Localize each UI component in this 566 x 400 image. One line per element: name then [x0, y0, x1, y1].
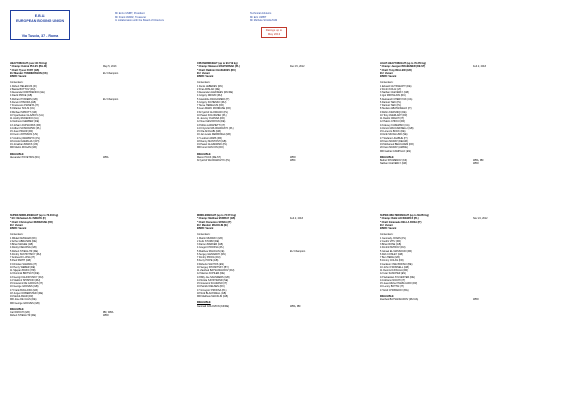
ranking-text: 14 Adriano NICCHI (IT): [380, 278, 406, 282]
ranking-text: 7 Ben HEDE (GB): [380, 256, 400, 259]
ranking-row: [197, 227, 347, 230]
ranking-text: Nathan CLEVERLY (GB): [380, 162, 407, 166]
ranking-text: 3 Brian ROSE (GB): [380, 243, 402, 246]
tech-line-3: Mr Michele SCHALTAM: [250, 19, 278, 23]
ranking-note: [103, 146, 160, 149]
ranking-text: 16 George GROVES (GB): [10, 285, 39, 289]
ranking-text: * Chall: Emanuele DELLA ROSA (IT): [380, 220, 422, 224]
ranking-text: 1 Eduard GUTKNECHT (DE): [380, 84, 412, 88]
ranking-text: Gennadi GOLOVKIN (KZ/DE): [197, 304, 230, 308]
ranking-text: * Champ: Rafal JACKIEWICZ (PL): [380, 217, 419, 221]
ranking-text: 1 Mikkel KESSLER (DK): [10, 236, 37, 240]
ranking-text: 3 Brian MAGEE (GB): [10, 243, 34, 246]
ranking-text: 4 Igor MIKHALKIN (RU): [380, 94, 406, 98]
ranking-text: 14 Albert SOSNOWSKI (PL): [10, 126, 41, 130]
ranking-text: Contenders:: [10, 233, 24, 237]
ranking-text: 5 Richard TOWERS (GB): [10, 97, 38, 101]
ranking-text: 7 Andrea DI LUISA (IT): [10, 256, 35, 259]
ranking-text: * Chall: Tyson FURY (GB): [10, 68, 40, 72]
ranking-text: EU: Mandat: MACKLIN (IE): [197, 223, 228, 227]
ranking-text: INELIGIBLE: [380, 294, 394, 298]
ranking-text: EU: Vacant: [10, 223, 23, 227]
ranking-text: 9 Roberto SANTOS (ES): [197, 262, 224, 266]
ranking-text: * Champ: Juergen BRAEHMER (DE-ST): [380, 65, 426, 69]
ranking-text: 16 Kevin JOHNSON (US): [10, 133, 38, 137]
ranking-text: 11 Jeremy OUANNA (FR): [197, 117, 225, 120]
ranking-text: 15 Giovanni SCARANO (IT): [197, 282, 228, 285]
ranking-note: [290, 227, 347, 230]
ranking-text: 19 Pawel GLAZEWSKI (PL): [197, 143, 228, 146]
ranking-text: 17 Stefano LIGABUE (IT): [380, 136, 408, 140]
ranking-row: [197, 159, 347, 162]
ranking-note: [103, 302, 160, 305]
ranking-text: 6 Dariusz SEK (PL): [380, 100, 402, 104]
ranking-note: EU Champion: [103, 71, 119, 75]
ranking-text: 13 Sebastian SYLVESTER (DE): [380, 275, 415, 279]
ranking-row: [380, 75, 530, 78]
ranking-note: WBA: [103, 155, 109, 159]
ranking-text: MR Jose DE CALS (DE): [10, 298, 37, 302]
ranking-text: 18 Nick BLACKWELL (GB): [197, 291, 227, 295]
ranking-text: 13 Alexey KUZEMSKI (UA): [380, 123, 410, 127]
ranking-text: 3 Alexander DIMITRENKO (GE): [10, 91, 45, 94]
division-super-middleweight: [10, 214, 160, 318]
ranking-note: EU Champion: [290, 249, 306, 253]
division-title: SUPER-WELTERWEIGHT (up to 69.853 kg): [380, 214, 429, 217]
ranking-text: 12 Marcus KOHLER (DE): [197, 272, 225, 276]
ranking-note: WBO: [473, 162, 479, 166]
ranking-text: 13 Mirko LARGHETTI (IT): [197, 123, 226, 127]
ranking-text: 9 Michael SPROTT (GB): [10, 110, 37, 114]
ranking-text: 12 Noel GEVORYAN (DE): [197, 120, 226, 124]
ranking-note: [103, 227, 160, 230]
ranking-text: Marco HUCK (DE-ST): [197, 155, 221, 159]
ranking-text: MR Martin ROGAN (GB): [10, 146, 37, 150]
ranking-note: Dec 15, 2012: [290, 65, 305, 69]
ratings-line-1: Ratings up to: [265, 28, 283, 32]
ranking-text: INELIGIBLE: [197, 152, 211, 156]
ranking-row: [197, 146, 347, 149]
ranking-text: INELIGIBLE: [10, 307, 24, 311]
division-title: LIGHT-HEAVYWEIGHT (up to 79.379 kg): [380, 62, 426, 65]
ratings-date-box: [261, 27, 287, 38]
ranking-text: 1 Robert HELENIUS (FI): [10, 84, 37, 88]
ranking-row: [380, 150, 530, 153]
ranking-note: Nov 24, 2012: [473, 217, 488, 221]
division-cruiserweight: [197, 62, 347, 162]
ranking-text: EBDB: Vacant: [197, 227, 214, 230]
ranking-text: 9 Jackson OSEI BONSU (BE): [380, 262, 413, 266]
ranking-text: 5 Robert STIEGLITZ (DE): [10, 249, 39, 253]
ranking-row: [380, 162, 530, 165]
ranking-text: 2 Cedric VITU (FR): [380, 239, 401, 243]
ranking-text: 2 Dmitri KOLAI (LT): [380, 87, 402, 91]
division-light-heavyweight: [380, 62, 530, 166]
ranking-text: EU: Vacant: [197, 71, 210, 75]
ranking-text: 2 Bastia BOTTOV (RU): [10, 87, 36, 91]
ranking-text: 1 Gennady JONAS (PL): [380, 236, 407, 240]
ranking-text: Carl FROCH (GB): [10, 311, 30, 314]
ranking-text: 14 Enzo MACCARINELLI (GB): [380, 126, 414, 130]
logo-line-4: Via Tuscia, 37 - Roma: [21, 34, 59, 38]
ranking-row: [10, 146, 160, 149]
ranking-text: EBDB: Vacant: [380, 227, 397, 230]
ranking-text: 3 Nathan CLEVERLY (GB): [380, 91, 409, 94]
ranking-text: 18 Danny McINTOSH (GB): [197, 139, 227, 143]
ranking-text: INELIGIBLE: [197, 301, 211, 305]
officials-block: [115, 12, 164, 23]
ranking-text: 4 David PRICE (GB): [10, 94, 33, 98]
ranking-text: 11 Zaurbek BAYSANGUROV (RU): [197, 269, 235, 272]
ranking-text: 16 Jan Lewis DERMINGA (GB): [197, 133, 231, 137]
ranking-text: 2 Firat ARSLAN (DE): [197, 87, 220, 91]
ranking-row: [380, 289, 530, 292]
tech-line-2: Mr Eric UMBT: [250, 15, 267, 19]
ranking-text: 6 Derek CHISORA (GB): [10, 100, 37, 104]
ranking-text: 15 Ola AFOLABI (GB): [197, 130, 221, 133]
ranking-text: 5 Giacobbe FRAGOMENI (IT): [197, 97, 230, 101]
ranking-text: EBDB: Vacant: [380, 75, 397, 78]
ranking-note: [290, 75, 347, 78]
ranking-text: 12 Dominik BRITSCH (DE): [10, 272, 40, 276]
ranking-note: Feb 2, 2013: [473, 65, 487, 69]
ranking-text: 8 Stefano ABATANGELO (IT): [380, 107, 412, 111]
ranking-text: 6 Grigory KICHENKO (RU): [197, 100, 227, 104]
ranking-text: 8 Kerry HOPE (GB): [197, 259, 219, 263]
logo-line-3: [11, 24, 69, 34]
ranking-note: EU Champion: [103, 97, 119, 101]
ranking-text: 1 Denis LEBEDEV (RU): [197, 84, 224, 88]
ranking-text: 2 Arthur ABRAHAM (DE): [10, 239, 37, 243]
ranking-text: 15 Giovanni DE CAROLIS (IT): [10, 282, 43, 285]
division-title: SUPER-MIDDLEWEIGHT (up to 76.204 kg): [10, 214, 59, 217]
tech-line-1: Technical Advisors: [250, 12, 272, 15]
ranking-row: [10, 156, 160, 159]
ranking-text: 7 Steve HERELIUS (FR): [197, 104, 224, 107]
ranking-text: 8 Odlanier SOLIS (CU): [10, 107, 35, 111]
ranking-text: 5 Aleksandr CHERVYAK (UA): [380, 97, 413, 101]
ranking-text: EBDB: Vacant: [10, 75, 27, 78]
division-title: MIDDLEWEIGHT (up to 72.574 kg): [197, 214, 237, 217]
ranking-text: 9 Robin KRASNIQI (DE): [380, 110, 407, 114]
ranking-note: [473, 150, 530, 153]
ranking-text: 20 Karo MURAT (AM/DE): [380, 146, 408, 150]
ranking-text: 11 Danilo CREATI (IT): [380, 117, 405, 120]
ranking-text: INELIGIBLE: [10, 152, 24, 156]
ranking-row: [380, 227, 530, 230]
ranking-text: 11 Stjepan BOZIC (HR): [10, 269, 36, 272]
ranking-text: 7 Dariusz SEK (PL): [380, 104, 402, 107]
division-title: HEAVYWEIGHT (over 90.719 kg): [10, 62, 48, 65]
ranking-text: 16 Patrick NIELSEN (DK): [197, 285, 225, 289]
ranking-text: 5 Matthew MACKLIN (IE): [197, 249, 225, 253]
ranking-text: Beibut SHUMENOV (KZ): [380, 159, 408, 162]
ranking-text: 14 Vladimir SHISHKIN (RU): [10, 278, 41, 282]
ranking-text: Contenders:: [380, 233, 394, 237]
division-middleweight: [197, 214, 347, 308]
logo-line-2: EUROPEAN BOXING UNION: [15, 19, 65, 23]
ranking-note: May 5, 2013: [103, 65, 117, 69]
ranking-text: 6 Dmitry SUKHOTSKIY (RU): [10, 252, 42, 256]
division-title: CRUISERWEIGHT (up to 90.719 kg): [197, 62, 238, 65]
ranking-text: 11 Andriy RUDENKO (UA): [10, 117, 39, 120]
logo-line-1: E.B.U.: [34, 14, 46, 18]
ranking-row: [10, 302, 160, 305]
officials-line-3: In collaboration with the Board of Directors: [115, 19, 164, 23]
ranking-text: 12 Edmund GERBER (DE): [10, 120, 40, 124]
ranking-text: 12 Ivan SANCHEZ (ES): [380, 272, 406, 276]
ranking-text: 16 Erik SKOGLUND (SE): [380, 133, 408, 137]
ranking-note: Feb 2, 2013: [290, 217, 304, 221]
ranking-text: MR George GROVES (GB): [10, 301, 40, 305]
ranking-text: Contenders:: [380, 81, 394, 85]
ranking-text: 4 Gregorz PROKSA (PL): [197, 246, 224, 250]
ranking-text: EU: Vacant: [380, 71, 393, 75]
ranking-text: 8 Paul SMITH (GB): [10, 259, 31, 263]
ranking-text: Krzysztof WLODARCZYK (PL): [197, 159, 231, 162]
ranking-note: WBC: [290, 159, 296, 162]
ranking-row: [197, 295, 347, 298]
ranking-text: EBDB: Vacant: [10, 227, 27, 230]
ranking-text: MR Gabriel CAMPILLO (ES): [380, 149, 411, 153]
ranking-text: * Champ: Matthew MURRAY (GB): [197, 217, 236, 221]
ranking-text: 19 Mehdi AMAR (FR): [10, 295, 34, 298]
ranking-text: 13 Johann DUHAUPAS (FR): [10, 123, 41, 127]
ranking-text: 15 Juan PIDAIR (FR): [10, 130, 34, 133]
ranking-text: * Champ: Mateusz MASTERNAK (PL): [197, 65, 240, 69]
ranking-note: [290, 146, 347, 149]
ranking-text: 18 Jurgen DOBERSTEIN (DE): [10, 291, 44, 295]
ranking-text: * EU: Mohamed ALI NDIAYE (F): [10, 217, 46, 221]
ranking-text: 19 Mohamed BELKACEM (FR): [380, 143, 414, 146]
ranking-row: [10, 227, 160, 230]
ranking-row: [10, 314, 160, 317]
ebu-logo: [10, 10, 70, 40]
officials-line-2: Mr Frank WARZ, Treasurer: [115, 15, 147, 19]
ranking-text: 18 Arnold GJERGJAJ (CH): [10, 139, 40, 143]
ranking-text: 15 Lorenzo BOCK (DE): [380, 130, 406, 133]
ranking-row: [197, 305, 347, 308]
ranking-row: [10, 75, 160, 78]
ranking-text: 5 Ismael EL MASSOUDI (FR): [380, 249, 413, 253]
ranking-text: 17 Andrzej WAWRZYK (PL): [10, 136, 41, 140]
ranking-text: INELIGIBLE: [380, 155, 394, 159]
ranking-text: 4 Grigory DROZD (RU): [197, 94, 223, 98]
ranking-text: 2 Felix STURM (DE): [197, 239, 220, 243]
ranking-text: Alexander POVETKIN (RU): [10, 155, 40, 159]
ranking-note: WBA, IBF: [290, 304, 301, 308]
division-heavyweight: [10, 62, 160, 159]
ranking-text: EU: Vacant: [380, 223, 393, 227]
ranking-text: 14 Nicola SJOSTRAND (SE): [197, 278, 229, 282]
ranking-text: 17 Frank BUGLIONI (GB): [10, 288, 38, 292]
ranking-text: 1 Martin MURRAY (GB): [197, 236, 223, 240]
ranking-text: MR Matthew MACKLIN (GB): [197, 295, 229, 298]
ranking-text: 17 Grzegorz PROKSA (PL): [197, 288, 227, 292]
ranking-note: WBO: [103, 314, 109, 318]
ranking-text: EBDB: Vacant: [197, 75, 214, 78]
ranking-text: 10 John O'DONNELL (GB): [380, 265, 409, 269]
ranking-text: Zaurbek BAYSANGUROV (RU/UA): [380, 298, 419, 301]
ranking-text: 3 Darren BARKER (GB): [197, 243, 224, 246]
ranking-note: WBA, IBF: [473, 159, 484, 162]
ranking-text: 10 Tony AVERLANT (FR): [380, 113, 408, 117]
ranking-text: 6 Sergey GENNADIY (RU): [197, 252, 226, 256]
ranking-text: * Champ: Kubrat PULEV (BG-M): [10, 65, 47, 69]
ranking-text: 10 Pawel KOLODZIEJ (PL): [197, 113, 227, 117]
ranking-text: 9 Krzysztof GLOWACKI (PL): [197, 110, 229, 114]
ranking-text: 10 Sergey KHOMITSKY (BY): [197, 265, 229, 269]
ranking-note: IBF, WBA: [103, 311, 114, 314]
ranking-note: [473, 227, 530, 230]
ranking-text: Contenders:: [197, 233, 211, 237]
ranking-text: 9 Christian SAMARA (IT): [10, 262, 37, 266]
ranking-text: 12 Hakim CHIOUI (FR): [380, 120, 406, 124]
ranking-text: 13 Billy Joe SAUNDERS (GB): [197, 275, 230, 279]
ranking-text: EU Mandat: TOMMERSSON (UK): [10, 71, 48, 75]
division-super-welterweight: [380, 214, 530, 301]
ranking-note: WBO: [290, 155, 296, 159]
ranking-text: 4 Rocky FIELDING (GB): [10, 246, 37, 250]
ranking-text: 10 Henry WEBER (DE): [10, 265, 36, 269]
ranking-text: * Chall: Christopher REBRASSE (FR): [10, 220, 53, 224]
ranking-text: 16 Lenny BOTTAI (IT): [380, 285, 404, 289]
ranking-note: [473, 75, 530, 78]
ranking-text: Robert STIEGLITZ (DE): [10, 314, 37, 318]
ranking-text: 10 Vyacheslav GLAZKOV (UA): [10, 113, 44, 117]
ranking-text: 14 Krzysztof WLODARCZYK (PL): [197, 126, 234, 130]
ranking-text: 8 Jimmy COLAS (FR): [380, 259, 404, 263]
ratings-line-2: May 2013: [267, 31, 281, 36]
ranking-text: * Chall: Rakhim CHAKHKIEV (RU): [197, 68, 236, 72]
ranking-text: 18 Karo MURAT (DE/AM): [380, 139, 408, 143]
ranking-text: 11 Dennis DJOUALA (FR): [380, 269, 409, 272]
ranking-note: [103, 75, 160, 78]
ranking-text: 7 Dmitry PIROG (RU): [197, 256, 221, 259]
ranking-text: 15 Jean-Michel HAMILCARO (FR): [380, 282, 418, 285]
ranking-row: [197, 75, 347, 78]
ranking-text: 7 Francesco PIANETA (IT): [10, 104, 39, 107]
ranking-text: * Chall: Domenico SPADA (IT): [197, 220, 232, 224]
technical-advisors-block: [250, 12, 277, 23]
ranking-text: 19 Jonathan BANKS (US): [10, 143, 39, 146]
ranking-note: [290, 295, 347, 298]
ranking-text: 6 Rob CONLEY (GB): [380, 252, 403, 256]
officials-line-1: Mr Enzo UMBT, President: [115, 12, 145, 15]
ranking-text: 4 Dmitrii PETROV (RU): [380, 246, 406, 250]
ranking-text: 13 Georgi KALINOVSKIY (RU): [10, 275, 44, 279]
ranking-text: * Chall: Tony BELLEW (GB): [380, 68, 412, 72]
ranking-text: 17 Emil CHOBANOV (BG): [380, 288, 409, 292]
ranking-row: [380, 298, 530, 301]
ranking-text: MR Ionut DAN ION (RO): [197, 146, 224, 150]
ranking-text: Contenders:: [197, 81, 211, 85]
ranking-note: WBO: [473, 298, 479, 301]
ranking-text: 3 Alexander ALEKSEEV (RU/DE): [197, 91, 234, 94]
ranking-note: [473, 289, 530, 292]
ranking-text: Contenders:: [10, 81, 24, 85]
ranking-text: 17 Ludovic ARMS (FR): [197, 136, 222, 140]
ranking-text: 8 Jean MARC MONRASE (FR): [197, 107, 231, 111]
